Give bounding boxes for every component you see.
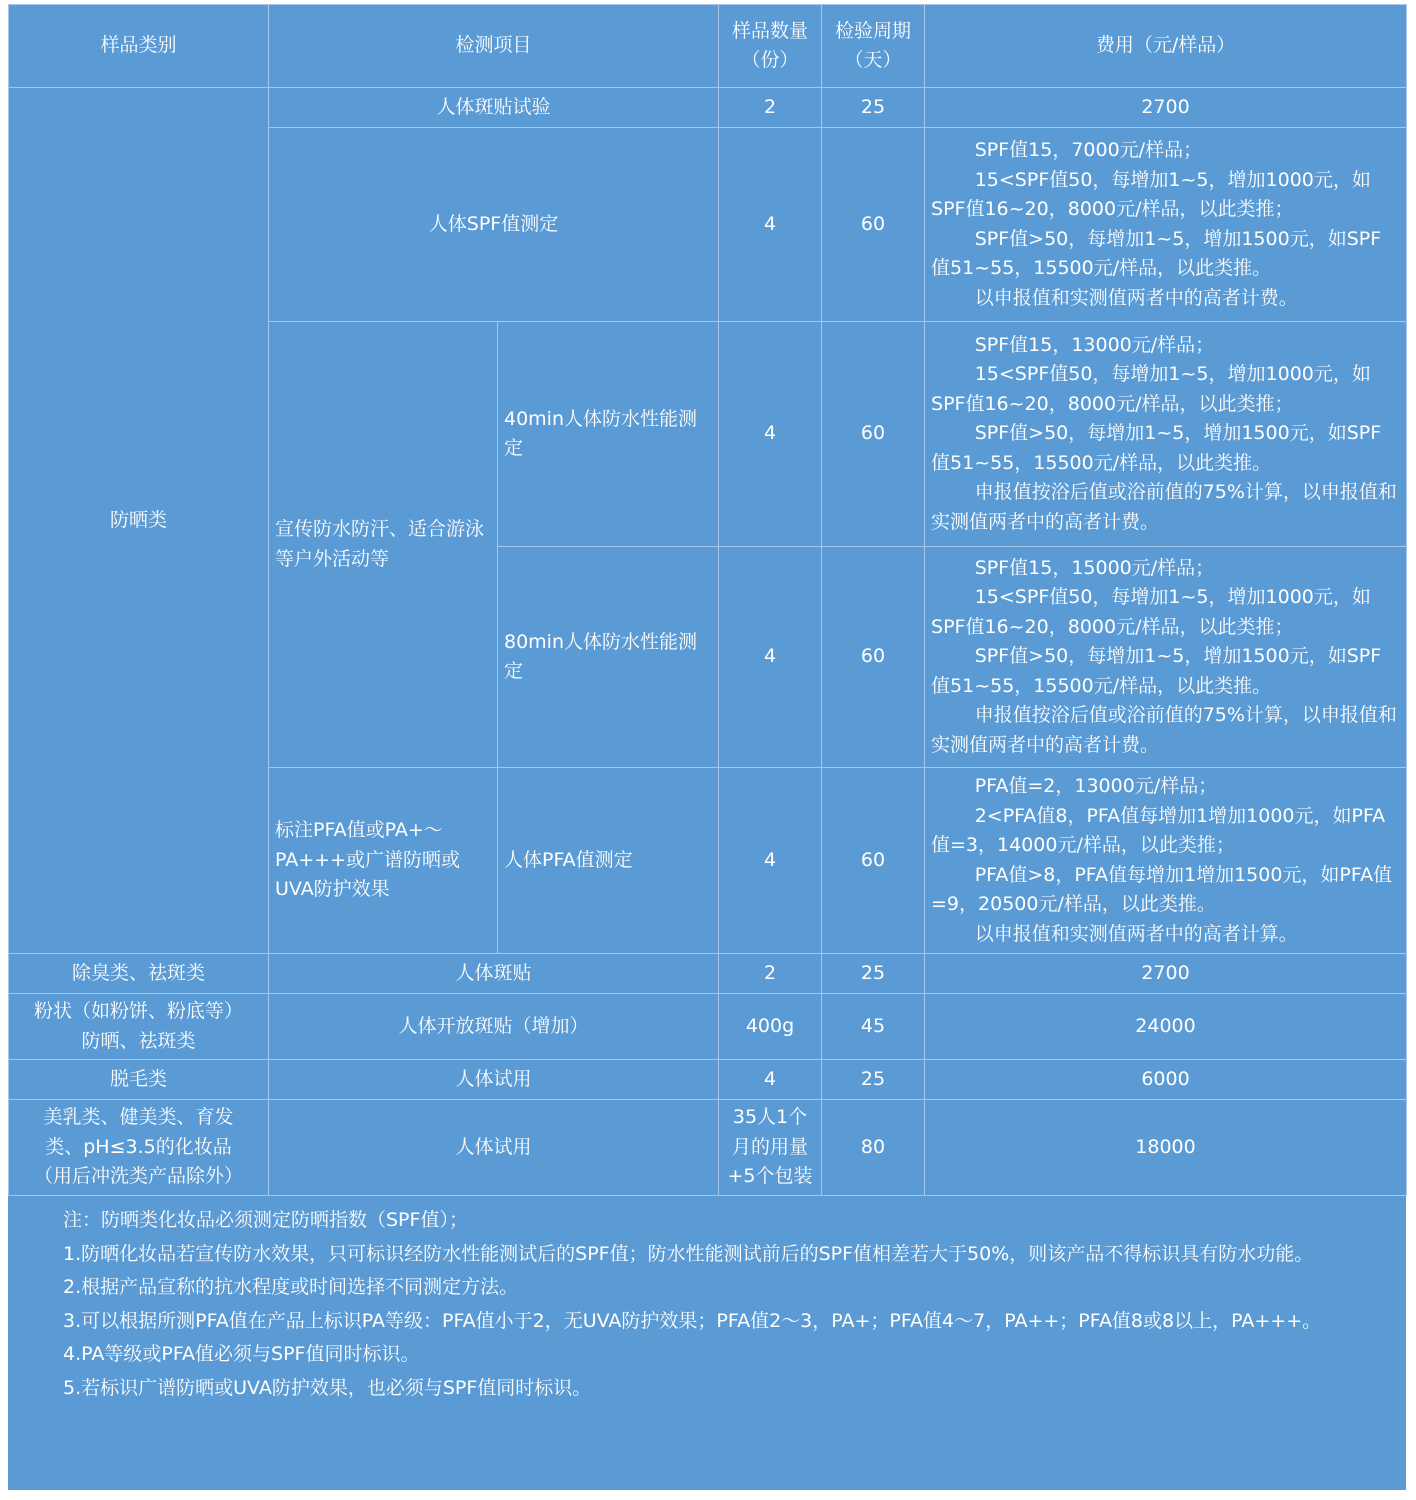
group-waterproof: 宣传防水防汗、适合游泳等户外活动等 [269, 322, 498, 768]
qty-cell: 4 [719, 322, 822, 547]
category-cell: 除臭类、祛斑类 [9, 954, 269, 994]
item-spf-test: 人体SPF值测定 [269, 128, 719, 322]
fee-cell: 24000 [925, 994, 1407, 1060]
fee-rules-waterproof-80min: SPF值15，15000元/样品； 15<SPF值50，每增加1~5，增加1000元，如SPF值16~20，8000元/样品，以此类推； SPF值>50，每增加1~5，增加1500元，如SPF值51~55，15500元/样品，以此类推。 申报值按浴后值或浴前值的75%计算，以申报值和实测值两者中的高者计费。 [925, 547, 1407, 768]
item-waterproof-80min: 80min人体防水性能测定 [498, 547, 719, 768]
qty-cell: 400g [719, 994, 822, 1060]
note-item: 1.防晒化妆品若宣传防水效果，只可标识经防水性能测试后的SPF值；防水性能测试前后的SPF值相差若大于50%，则该产品不得标识具有防水功能。 [63, 1242, 1314, 1265]
table-row [9, 1100, 1407, 1196]
item-cell: 人体斑贴 [269, 954, 719, 994]
header-category: 样品类别 [9, 5, 269, 88]
table-row [9, 994, 1407, 1060]
qty-cell: 4 [719, 768, 822, 954]
header-row [9, 5, 1407, 88]
category-sunscreen: 防晒类 [9, 88, 269, 954]
fee-cell: 18000 [925, 1100, 1407, 1196]
period-cell: 25 [822, 88, 925, 128]
qty-cell: 2 [719, 88, 822, 128]
period-cell: 60 [822, 128, 925, 322]
period-cell: 60 [822, 322, 925, 547]
header-qty: 样品数量 （份） [719, 5, 822, 88]
item-cell: 人体开放斑贴（增加） [269, 994, 719, 1060]
fee-rules-pfa: PFA值=2，13000元/样品； 2<PFA值8，PFA值每增加1增加1000元，如PFA值=3，14000元/样品，以此类推； PFA值>8，PFA值每增加1增加1500元，如PFA值=9，20500元/样品，以此类推。 以申报值和实测值两者中的高者计算。 [925, 768, 1407, 954]
item-cell: 人体试用 [269, 1060, 719, 1100]
item-pfa-test: 人体PFA值测定 [498, 768, 719, 954]
category-cell: 粉状（如粉饼、粉底等） 防晒、祛斑类 [9, 994, 269, 1060]
category-cell: 脱毛类 [9, 1060, 269, 1100]
fee-rules-spf: SPF值15，7000元/样品； 15<SPF值50，每增加1~5，增加1000元，如SPF值16~20，8000元/样品，以此类推； SPF值>50，每增加1~5，增加1500元，如SPF值51~55，15500元/样品，以此类推。 以申报值和实测值两者中的高者计费。 [925, 128, 1407, 322]
period-cell: 80 [822, 1100, 925, 1196]
note-item: 5.若标识广谱防晒或UVA防护效果，也必须与SPF值同时标识。 [63, 1376, 592, 1399]
period-cell: 60 [822, 768, 925, 954]
period-cell: 45 [822, 994, 925, 1060]
qty-cell: 4 [719, 128, 822, 322]
fee-cell: 2700 [925, 954, 1407, 994]
fee-table [8, 4, 1407, 1196]
item-patch-test: 人体斑贴试验 [269, 88, 719, 128]
fee-table-panel [8, 4, 1406, 1490]
fee-cell: 2700 [925, 88, 1407, 128]
note-item: 3.可以根据所测PFA值在产品上标识PA等级：PFA值小于2，无UVA防护效果；PFA值2～3，PA+；PFA值4～7，PA++；PFA值8或8以上，PA+++。 [63, 1309, 1322, 1332]
header-period: 检验周期 （天） [822, 5, 925, 88]
qty-cell: 4 [719, 547, 822, 768]
notes-section [8, 1195, 1406, 1490]
header-item: 检测项目 [269, 5, 719, 88]
note-item: 2.根据产品宣称的抗水程度或时间选择不同测定方法。 [63, 1276, 519, 1298]
item-waterproof-40min: 40min人体防水性能测定 [498, 322, 719, 547]
table-row [9, 954, 1407, 994]
note-intro: 注：防晒类化妆品必须测定防晒指数（SPF值）； [63, 1209, 468, 1231]
qty-cell: 35人1个 月的用量 +5个包装 [719, 1100, 822, 1196]
qty-cell: 2 [719, 954, 822, 994]
table-row [9, 1060, 1407, 1100]
note-item: 4.PA等级或PFA值必须与SPF值同时标识。 [63, 1343, 420, 1365]
item-cell: 人体试用 [269, 1100, 719, 1196]
table-row [9, 88, 1407, 128]
fee-cell: 6000 [925, 1060, 1407, 1100]
category-cell: 美乳类、健美类、育发 类、pH≤3.5的化妆品 （用后冲洗类产品除外） [9, 1100, 269, 1196]
period-cell: 25 [822, 1060, 925, 1100]
header-fee: 费用（元/样品） [925, 5, 1407, 88]
period-cell: 25 [822, 954, 925, 994]
period-cell: 60 [822, 547, 925, 768]
group-pfa-label: 标注PFA值或PA+～PA+++或广谱防晒或UVA防护效果 [269, 768, 498, 954]
fee-rules-waterproof-40min: SPF值15，13000元/样品； 15<SPF值50，每增加1~5，增加1000元，如SPF值16~20，8000元/样品，以此类推； SPF值>50，每增加1~5，增加1500元，如SPF值51~55，15500元/样品，以此类推。 申报值按浴后值或浴前值的75%计算，以申报值和实测值两者中的高者计费。 [925, 322, 1407, 547]
qty-cell: 4 [719, 1060, 822, 1100]
